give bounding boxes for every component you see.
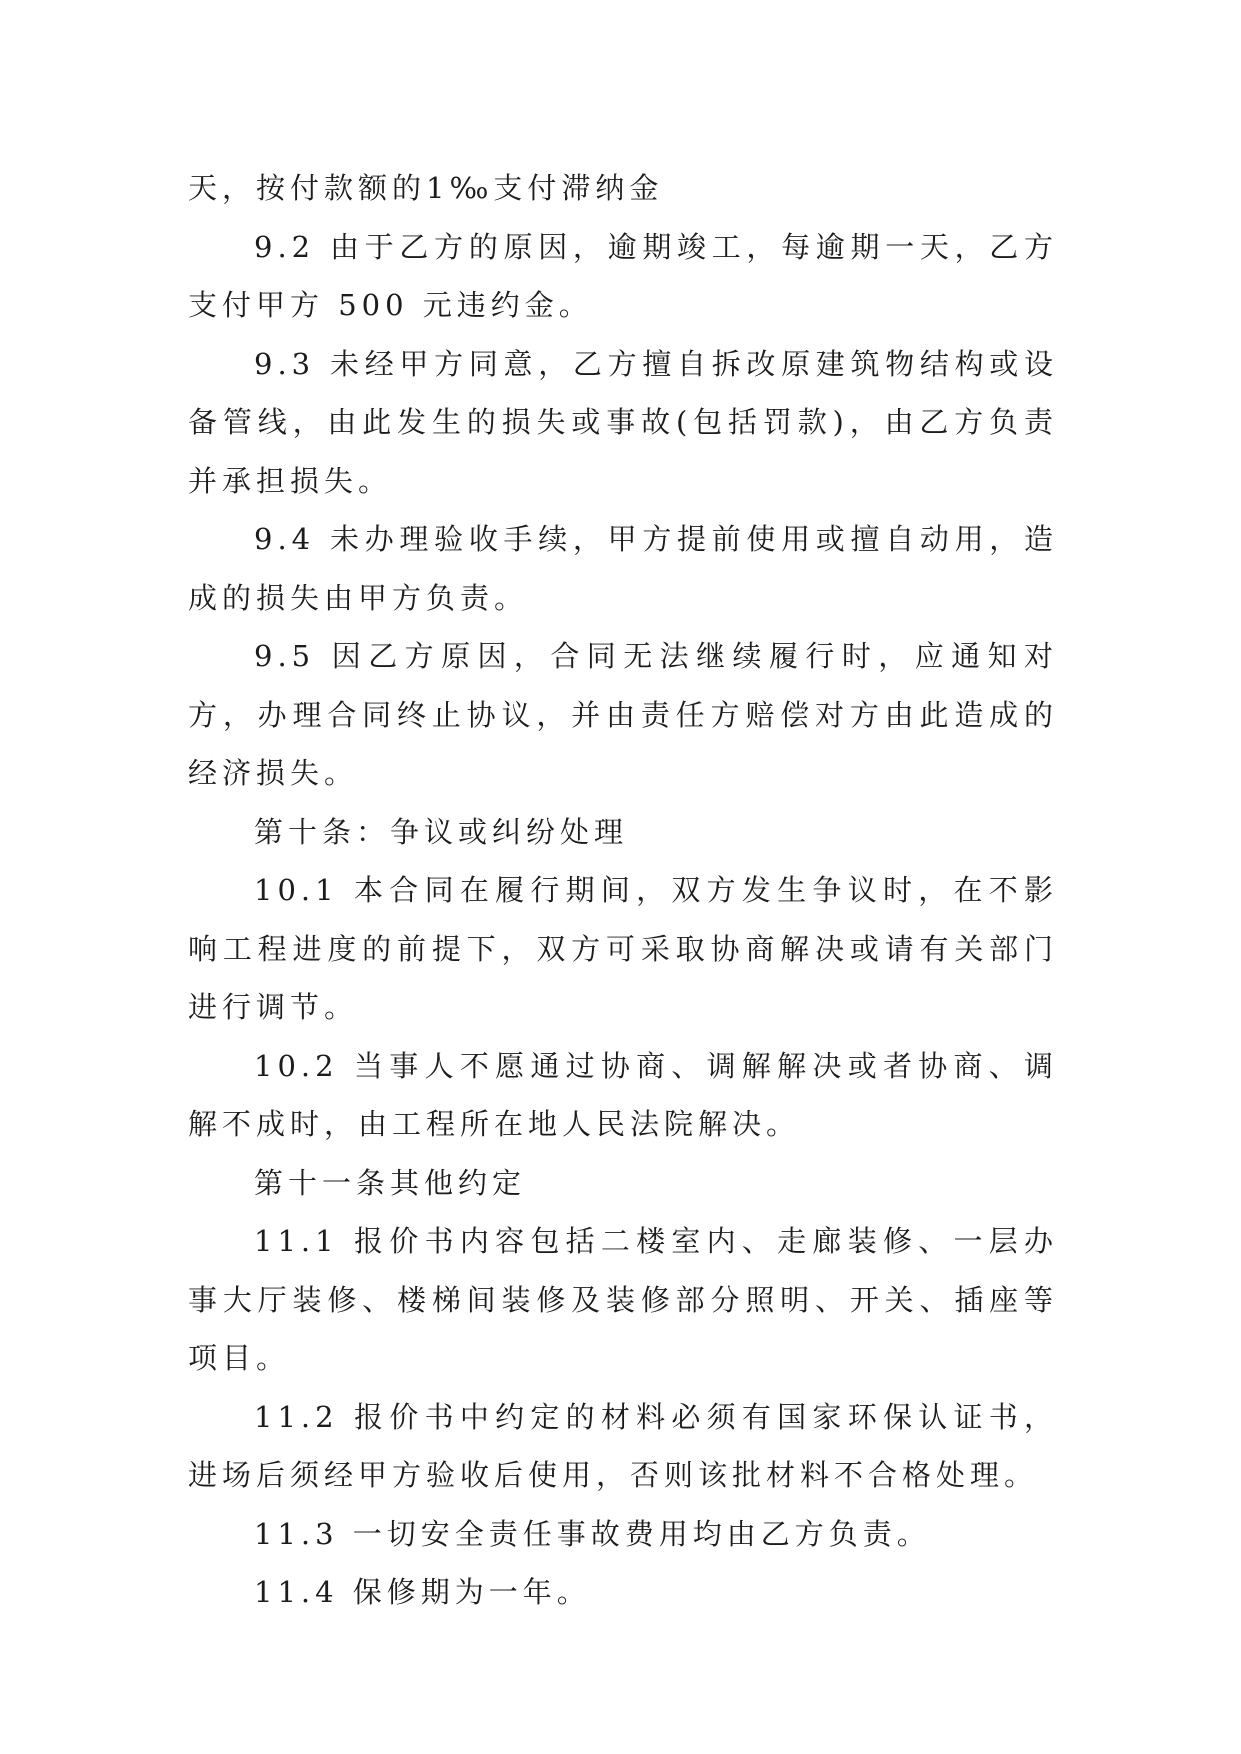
clause-9-4: 9.4 未办理验收手续，甲方提前使用或擅自动用，造成的损失由甲方负责。 <box>188 522 1058 615</box>
clause-9-2: 9.2 由于乙方的原因，逾期竣工，每逾期一天，乙方支付甲方 500 元违约金。 <box>188 229 1058 322</box>
clause-10-2: 10.2 当事人不愿通过协商、调解解决或者协商、调解不成时，由工程所在地人民法院解决。 <box>188 1048 1058 1141</box>
document-body <box>188 159 1058 1622</box>
clause-11-2: 11.2 报价书中约定的材料必须有国家环保认证书，进场后须经甲方验收后使用，否则该批材料不合格处理。 <box>188 1399 1058 1492</box>
article-11-heading: 第十一条其他约定 <box>254 1165 527 1200</box>
clause-9-5: 9.5 因乙方原因，合同无法继续履行时，应通知对方，办理合同终止协议，并由责任方赔偿对方由此造成的经济损失。 <box>188 639 1058 790</box>
paragraph-late-fee-continuation: 天，按付款额的1‰支付滞纳金 <box>188 171 664 205</box>
clause-11-4: 11.4 保修期为一年。 <box>254 1575 591 1609</box>
article-10-heading: 第十条：争议或纠纷处理 <box>254 814 629 849</box>
clause-9-3: 9.3 未经甲方同意，乙方擅自拆改原建筑物结构或设备管线，由此发生的损失或事故(包括罚款)，由乙方负责并承担损失。 <box>188 346 1058 498</box>
clause-10-1: 10.1 本合同在履行期间，双方发生争议时，在不影响工程进度的前提下，双方可采取协商解决或请有关部门进行调节。 <box>188 873 1058 1024</box>
clause-11-1: 11.1 报价书内容包括二楼室内、走廊装修、一层办事大厅装修、楼梯间装修及装修部分照明、开关、插座等项目。 <box>188 1224 1058 1375</box>
clause-11-3: 11.3 一切安全责任事故费用均由乙方负责。 <box>254 1516 931 1551</box>
